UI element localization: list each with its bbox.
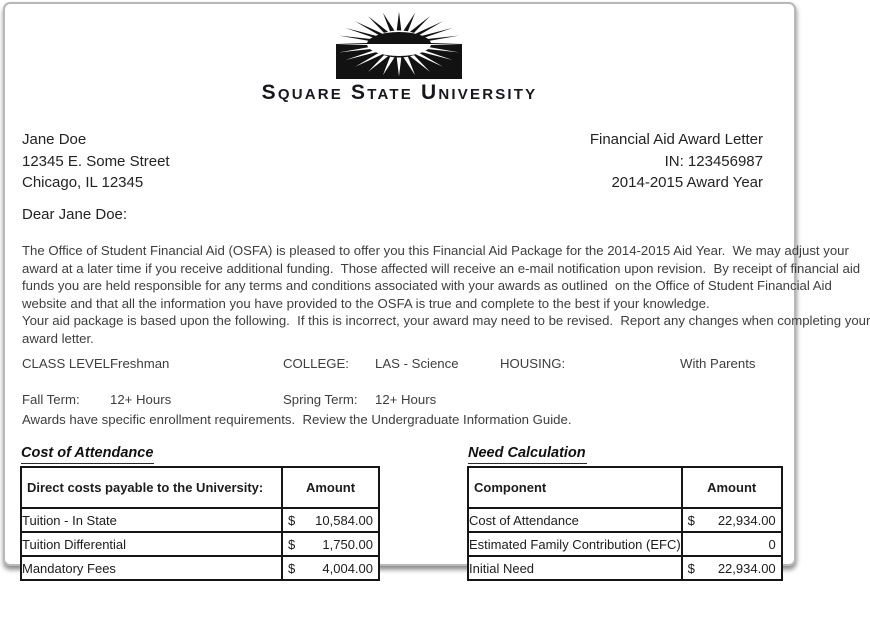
class-level-value: Freshman xyxy=(110,356,170,371)
table-header-row xyxy=(468,467,782,508)
table-row xyxy=(468,532,782,556)
housing-value: With Parents xyxy=(680,356,756,371)
recipient-city: Chicago, IL 12345 xyxy=(22,174,144,191)
table-header-row xyxy=(21,467,379,508)
paragraph-line: award at a later time if you receive additional funding. Those affected will receive an e-mail notification upon revision. By receipt of financial aid xyxy=(22,260,861,276)
row-amount: 4,004.00 xyxy=(322,560,373,576)
fall-term-value: 12+ Hours xyxy=(110,392,172,407)
row-amount: 10,584.00 xyxy=(315,512,373,528)
table-row xyxy=(21,508,379,532)
housing-label: HOUSING: xyxy=(500,356,566,371)
college-label: COLLEGE: xyxy=(283,356,349,371)
need-calculation-table xyxy=(467,466,783,581)
intro-paragraph xyxy=(22,242,861,312)
salutation: Dear Jane Doe: xyxy=(22,206,128,223)
table-row xyxy=(21,532,379,556)
recipient-street: 12345 E. Some Street xyxy=(22,152,170,170)
paragraph-line: award letter. xyxy=(22,330,94,346)
currency-symbol: $ xyxy=(288,512,296,528)
paragraph-line: The Office of Student Financial Aid (OSFA) is pleased to offer you this Financial Aid Package for the 2014-2015 Aid Year. We may adjust your xyxy=(22,243,849,258)
revision-paragraph xyxy=(22,312,870,347)
cost-amount-column-header: Amount xyxy=(282,467,379,508)
paragraph-line: website and that all the information you have provided to the OSFA is true and complete to the best if your knowledge. xyxy=(22,295,710,311)
fall-term-label: Fall Term: xyxy=(22,392,80,407)
document-viewer-window xyxy=(3,2,870,576)
row-label: Tuition Differential xyxy=(21,532,282,556)
university-name: Square State University xyxy=(261,81,538,104)
cost-label-column-header: Direct costs payable to the University: xyxy=(21,467,282,508)
need-table-title: Need Calculation xyxy=(468,445,587,464)
currency-symbol: $ xyxy=(288,560,296,576)
spring-term-value: 12+ Hours xyxy=(375,392,437,407)
row-amount: 0 xyxy=(768,536,776,552)
row-label: Tuition - In State xyxy=(21,508,282,532)
class-level-label: CLASS LEVEL: xyxy=(22,356,114,371)
row-amount: 22,934.00 xyxy=(717,512,776,528)
row-label: Estimated Family Contribution (EFC) xyxy=(468,532,682,556)
row-amount: 1,750.00 xyxy=(322,536,373,552)
need-amount-column-header: Amount xyxy=(682,467,782,508)
currency-symbol: $ xyxy=(687,560,695,576)
cost-of-attendance-table xyxy=(20,466,380,581)
table-row xyxy=(21,556,379,580)
spring-term-label: Spring Term: xyxy=(283,392,358,407)
recipient-address-block xyxy=(22,129,170,194)
table-row xyxy=(468,508,782,532)
currency-symbol: $ xyxy=(687,512,695,528)
row-label: Mandatory Fees xyxy=(21,556,282,580)
row-label: Initial Need xyxy=(468,556,682,580)
table-row xyxy=(468,556,782,580)
enrollment-info-row xyxy=(0,356,799,372)
row-amount: 22,934.00 xyxy=(717,560,776,576)
university-sunburst-logo xyxy=(330,10,470,82)
row-label: Cost of Attendance xyxy=(468,508,682,532)
college-value: LAS - Science xyxy=(375,356,459,371)
need-label-column-header: Component xyxy=(468,467,682,508)
letter-meta-block xyxy=(590,129,763,194)
paragraph-line: Your aid package is based upon the following. If this is incorrect, your award may need to be revised. Report any changes when completing your xyxy=(22,313,870,328)
cost-table-title: Cost of Attendance xyxy=(21,445,154,464)
letter-title: Financial Aid Award Letter xyxy=(589,131,763,148)
enrollment-note: Awards have specific enrollment requirements. Review the Undergraduate Information Guide. xyxy=(22,412,572,427)
recipient-name: Jane Doe xyxy=(22,131,87,148)
letter-id: IN: 123456987 xyxy=(664,152,763,170)
award-year: 2014-2015 Award Year xyxy=(611,174,763,191)
term-hours-row xyxy=(0,392,799,408)
currency-symbol: $ xyxy=(288,536,296,552)
paragraph-line: funds you are held responsible for any terms and conditions associated with your awards as outlined on the Office of Student Financial Aid xyxy=(22,278,832,293)
